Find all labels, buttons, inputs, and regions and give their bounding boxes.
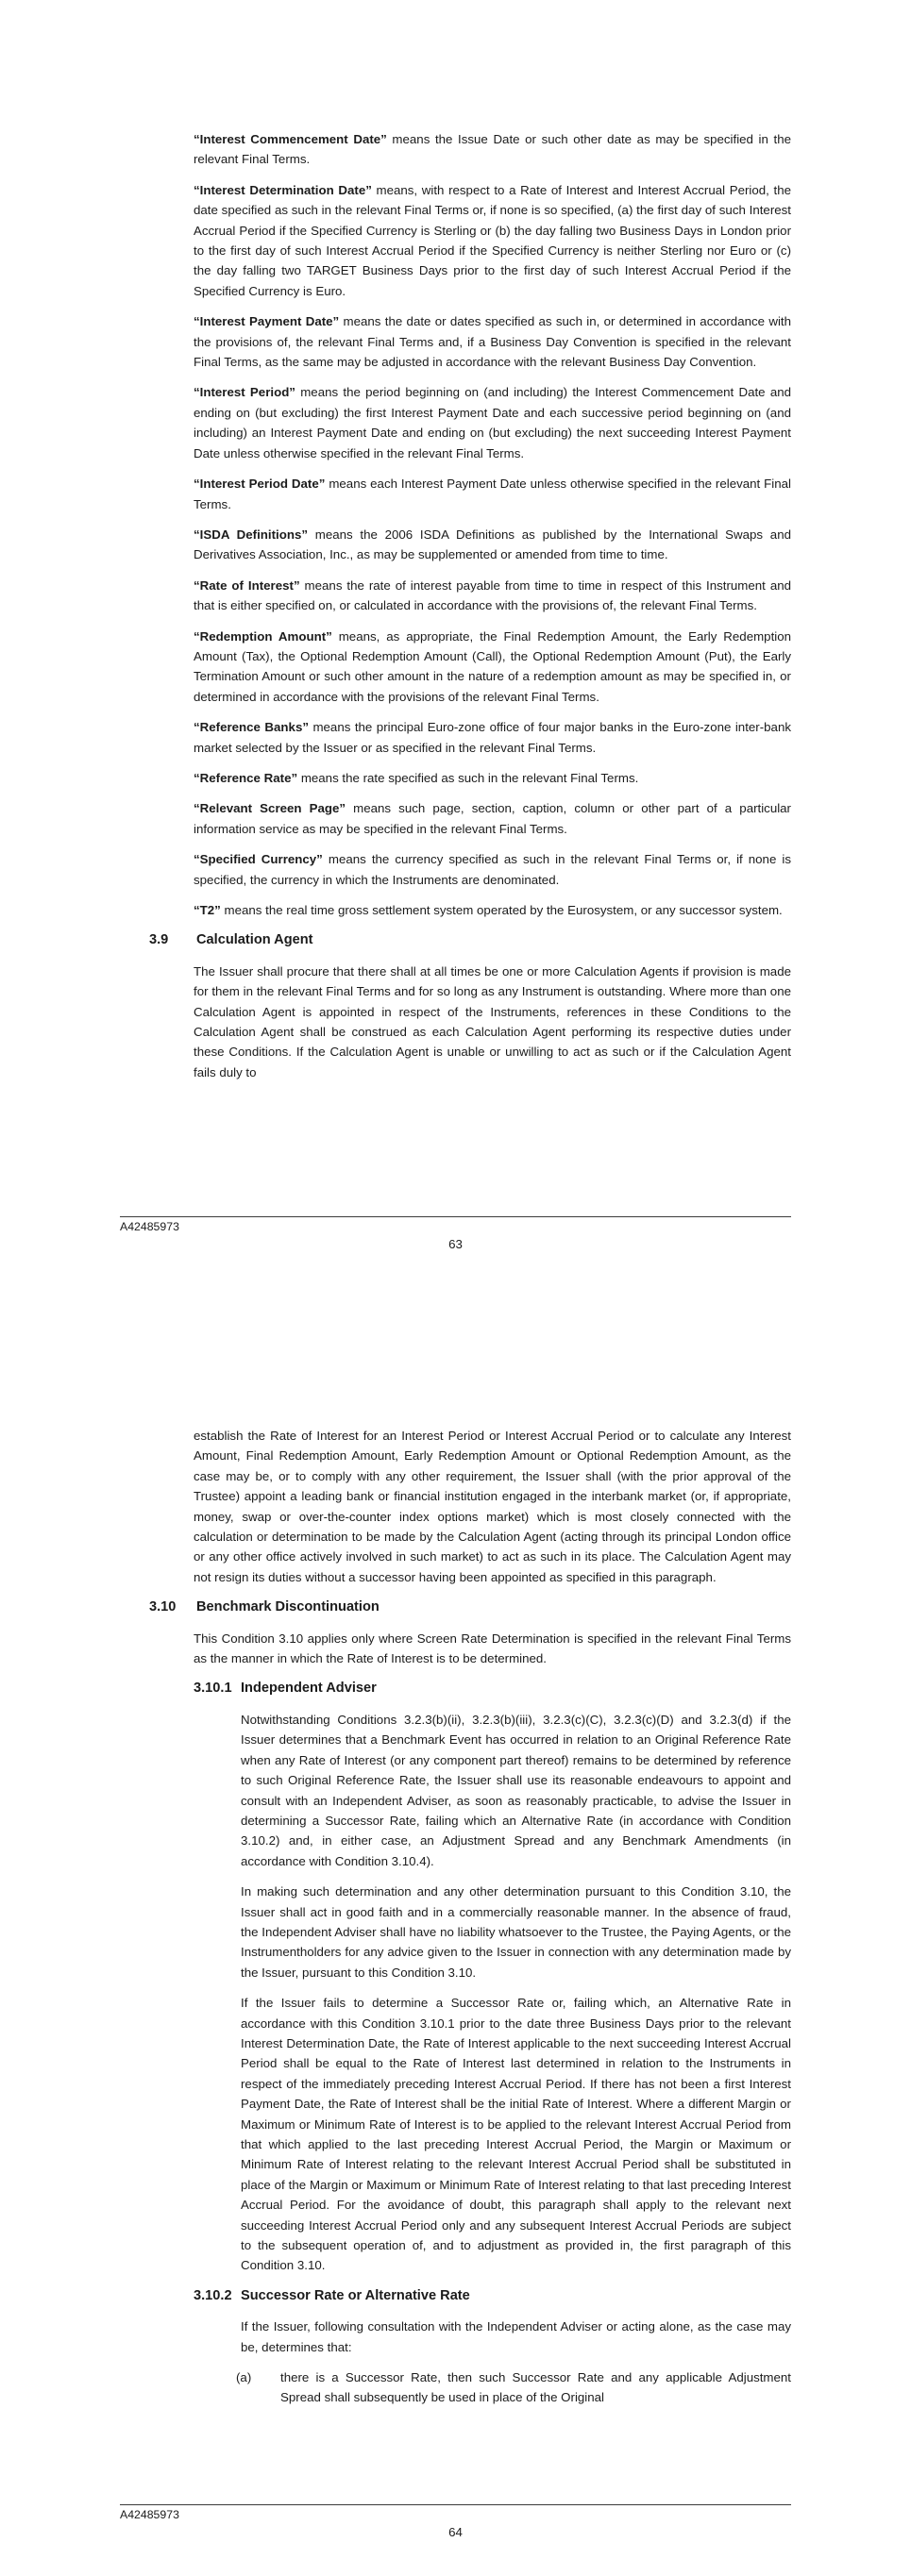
paragraph: This Condition 3.10 applies only where Screen Rate Determination is specified in the relevant Final Terms as the manner in which the Rate of Interest is to be determined. [194,1631,791,1666]
paragraph: If the Issuer, following consultation with the Independent Adviser or acting alone, as the case may be, determines that: [241,2319,791,2354]
definition-paragraph [194,576,791,616]
definition-paragraph [194,180,791,301]
definition-paragraph [194,382,791,463]
defined-term: “Interest Period Date” [194,477,326,492]
definition-paragraph [194,849,791,890]
section-heading [194,1679,791,1698]
list-marker: (a) [236,2370,252,2385]
section-title: Independent Adviser [241,1681,377,1697]
section-heading [194,2286,791,2306]
page-footer [120,2504,791,2540]
section-heading [149,930,791,950]
definition-text: means the 2006 ISDA Definitions as published by the International Swaps and Derivatives Association, Inc., as may be supplemented or amended from time to time. [194,527,791,562]
definition-text: means the principal Euro-zone office of four major banks in the Euro-zone inter-bank market selected by the Issuer or as specified in the relevant Final Terms. [194,720,791,755]
definition-text: means the currency specified as such in the relevant Final Terms or, if none is specified, the currency in which the Instruments are denominated. [194,852,791,887]
section-title: Successor Rate or Alternative Rate [241,2287,470,2303]
definition-paragraph [194,717,791,758]
document-id: A42485973 [120,1220,179,1233]
definition-paragraph [194,798,791,839]
list-item [236,2367,791,2408]
defined-term: “Relevant Screen Page” [194,801,346,816]
section-number: 3.10.2 [194,2287,232,2303]
definition-paragraph [194,768,791,788]
definition-text: means the rate of interest payable from time to time in respect of this Instrument and that is either specified on, or calculated in accordance with the provisions of, the relevant Final Terms. [194,577,791,613]
definition-text: means, with respect to a Rate of Interest and Interest Accrual Period, the date specified as such in the relevant Final Terms or, if none is so specified, (a) the first day of such Interest Accrual Period if the Specified Currency is Sterling or (b) the day falling two Business Days in London prior to the first day of such Interest Accrual Period if the Specified Currency is neither Sterling nor Euro or (c) the day falling two TARGET Business Days prior to the first day of such Interest Accrual Period if the Specified Currency is Euro. [194,182,791,298]
definition-paragraph [194,627,791,708]
section-number: 3.9 [149,932,169,948]
defined-term: “Interest Payment Date” [194,314,340,329]
definition-text: means each Interest Payment Date unless otherwise specified in the relevant Final Terms. [194,477,791,511]
definition-text: means such page, section, caption, column or other part of a particular information service as may be specified in the relevant Final Terms. [194,801,791,836]
defined-term: “Specified Currency” [194,852,323,867]
section-title: Benchmark Discontinuation [196,1599,380,1615]
document-id: A42485973 [120,2508,179,2521]
paragraph: Notwithstanding Conditions 3.2.3(b)(ii), 3.2.3(b)(iii), 3.2.3(c)(C), 3.2.3(c)(D) and 3.2.3(d) if the Issuer determines that a Benchmark Event has occurred in relation to an Original Reference Rate when any Rate of Interest (or any component part thereof) remains to be determined by reference to such Original Reference Rate, the Issuer shall use its reasonable endeavours to appoint and consult with an Independent Adviser, as soon as reasonably practicable, to advise the Issuer in determining a Successor Rate, failing which an Alternative Rate (in accordance with Condition 3.10.2) and, in either case, an Adjustment Spread and any Benchmark Amendments (in accordance with Condition 3.10.4). [241,1712,791,1868]
definition-text: means the period beginning on (and including) the Interest Commencement Date and ending on (but excluding) the first Interest Payment Date and each successive period beginning on (and including) an Interest Payment Date and ending on (but excluding) the next succeeding Interest Payment Date unless otherwise specified in the relevant Final Terms. [194,385,792,460]
defined-term: “Reference Banks” [194,720,309,735]
definition-paragraph [194,900,791,920]
definition-text: means, as appropriate, the Final Redemption Amount, the Early Redemption Amount (Tax), the Optional Redemption Amount (Call), the Optional Redemption Amount (Put), the Early Termination Amount or such other amount in the nature of a redemption amount as may be specified in, or determined in accordance with the provisions of the relevant Final Terms. [194,628,792,704]
defined-term: “Rate of Interest” [194,577,300,593]
definition-text: means the real time gross settlement system operated by the Eurosystem, or any successor system. [220,903,783,917]
definition-paragraph [194,474,791,514]
paragraph: If the Issuer fails to determine a Successor Rate or, failing which, an Alternative Rate in accordance with this Condition 3.10.1 prior to the date three Business Days prior to the relevant Interest Determination Date, the Rate of Interest applicable to the next succeeding Interest Accrual Period shall be equal to the Rate of Interest last determined in relation to the Instruments in respect of the immediately preceding Interest Accrual Period. If there has not been a first Interest Payment Date, the Rate of Interest shall be the initial Rate of Interest. Where a different Margin or Maximum or Minimum Rate of Interest is to be applied to the relevant Interest Accrual Period from that which applied to the last preceding Interest Accrual Period, the Margin or Maximum or Minimum Rate of Interest relating to the relevant Interest Accrual Period shall be substituted in place of the Margin or Maximum or Minimum Rate of Interest relating to that last preceding Interest Accrual Period. For the avoidance of doubt, this paragraph shall apply to the relevant next succeeding Interest Accrual Period only and any subsequent Interest Accrual Periods are subject to the subsequent operation of, and to adjustment as provided in, the first paragraph of this Condition 3.10. [241,1996,791,2273]
defined-term: “Interest Period” [194,385,295,400]
page-footer [120,1216,791,1252]
page-content [0,1288,911,2418]
page-number: 63 [448,1237,463,1251]
section-heading [149,1597,791,1617]
section-title: Calculation Agent [196,932,313,948]
paragraph: In making such determination and any other determination pursuant to this Condition 3.10, the Issuer shall act in good faith and in a commercially reasonable manner. In the absence of fraud, the Independent Adviser shall have no liability whatsoever to the Trustee, the Paying Agents, or the Instrumentholders for any advice given to the Issuer in connection with any determination made by the Issuer, pursuant to this Condition 3.10. [241,1884,791,1980]
paragraph: establish the Rate of Interest for an Interest Period or Interest Accrual Period or to calculate any Interest Amount, Final Redemption Amount, Early Redemption Amount or Optional Redemption Amount, as the case may be, or to comply with any other requirement, the Issuer shall (with the prior approval of the Trustee) appoint a leading bank or financial institution engaged in the interbank market (or, if appropriate, money, swap or over-the-counter index options market) which is most closely connected with the calculation or determination to be made by the Calculation Agent (acting through its principal London office or any other office actively involved in such market) to act as such in its place. The Calculation Agent may not resign its duties without a successor having been appointed as specified in this paragraph. [194,1429,791,1584]
definition-text: means the rate specified as such in the relevant Final Terms. [297,770,639,785]
definition-paragraph [194,129,791,170]
definition-paragraph [194,311,791,372]
page-number: 64 [448,2525,463,2539]
defined-term: “Interest Determination Date” [194,182,372,197]
defined-term: “Redemption Amount” [194,628,332,644]
defined-term: “Reference Rate” [194,770,298,785]
definition-text: means the Issue Date or such other date as may be specified in the relevant Final Terms. [194,132,791,167]
page-64 [0,1288,911,2576]
list-item-text: there is a Successor Rate, then such Successor Rate and any applicable Adjustment Spread shall subsequently be used in place of the Original [280,2370,791,2405]
defined-term: “T2” [194,903,221,917]
definition-paragraph [194,525,791,565]
defined-term: “ISDA Definitions” [194,527,309,542]
definition-text: means the date or dates specified as such in, or determined in accordance with the provisions of, the relevant Final Terms and, if a Business Day Convention is specified in the relevant Final Terms, as the same may be adjusted in accordance with the relevant Business Day Convention. [194,314,791,370]
section-number: 3.10 [149,1599,177,1615]
page-content [0,0,911,1093]
paragraph: The Issuer shall procure that there shall at all times be one or more Calculation Agents if provision is made for them in the relevant Final Terms and for so long as any Instrument is outstanding. Where more than one Calculation Agent is appointed in respect of the Instruments, references in these Conditions to the Calculation Agent shall be construed as each Calculation Agent performing its respective duties under these Conditions. If the Calculation Agent is unable or unwilling to act as such or if the Calculation Agent fails duly to [194,963,791,1079]
section-number: 3.10.1 [194,1681,232,1697]
defined-term: “Interest Commencement Date” [194,132,387,146]
